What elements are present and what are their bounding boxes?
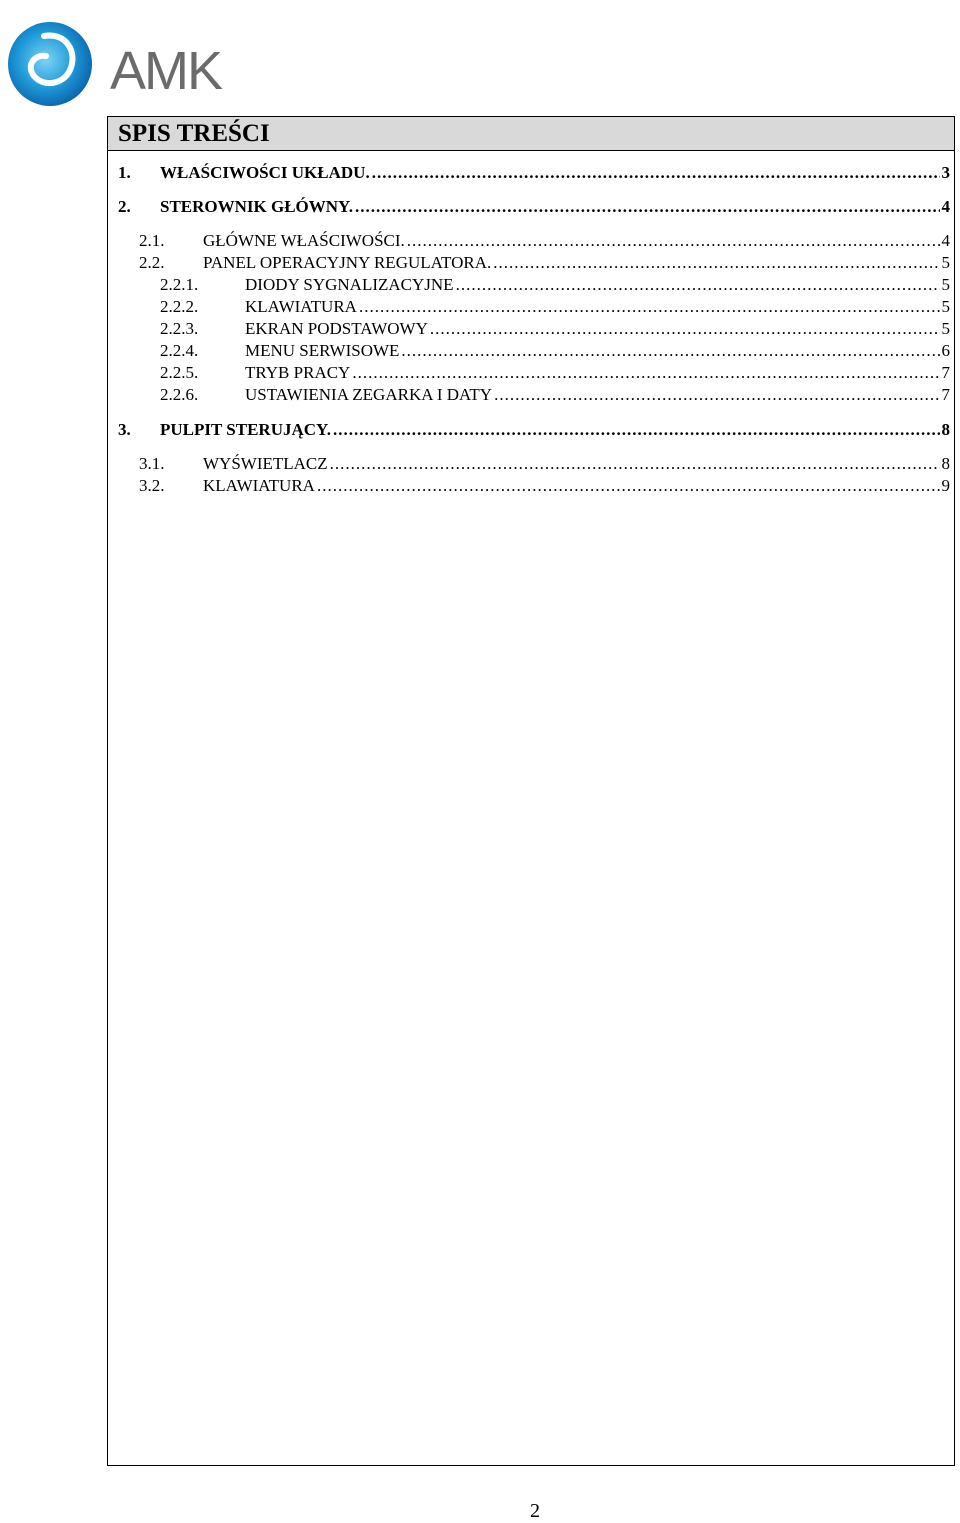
toc-entry-number: 2.2.6.: [160, 385, 199, 404]
logo-text: AMK: [110, 41, 222, 101]
toc-entry[interactable]: [108, 363, 950, 383]
toc-leader: [333, 420, 940, 440]
toc-entry-number: 2.: [118, 197, 131, 216]
toc-leader: [456, 275, 940, 295]
toc-entry-number: 3.1.: [139, 454, 165, 473]
toc-entry-title: MENU SERWISOWE: [245, 341, 400, 360]
table-of-contents: [107, 116, 955, 1466]
page-number: 2: [530, 1500, 540, 1522]
toc-entry[interactable]: [108, 385, 950, 405]
toc-entry-number: 2.2.3.: [160, 319, 199, 338]
toc-entry-title: KLAWIATURA: [203, 476, 315, 495]
toc-title: SPIS TREŚCI: [108, 117, 954, 151]
toc-entry[interactable]: [108, 454, 950, 474]
toc-leader: [355, 197, 939, 217]
toc-entry-number: 3.2.: [139, 476, 165, 495]
toc-entry[interactable]: [108, 163, 950, 183]
toc-entry-title: STEROWNIK GŁÓWNY.: [160, 197, 354, 216]
toc-entry-number: 2.2.2.: [160, 297, 199, 316]
toc-leader: [317, 476, 940, 496]
toc-entry-title: USTAWIENIA ZEGARKA I DATY: [245, 385, 493, 404]
toc-leader: [401, 341, 939, 361]
toc-entry-page: 9: [941, 476, 950, 495]
toc-leader: [352, 363, 939, 383]
toc-entry[interactable]: [108, 253, 950, 273]
toc-entry-page: 3: [941, 163, 950, 182]
toc-entry-title: WŁAŚCIWOŚCI UKŁADU.: [160, 163, 370, 182]
toc-entry-page: 5: [941, 253, 950, 272]
toc-entry-number: 2.1.: [139, 231, 165, 250]
toc-entry-page: 6: [941, 341, 950, 360]
amk-swirl-icon: [4, 14, 104, 114]
toc-entry-page: 5: [941, 275, 950, 294]
toc-entry[interactable]: [108, 197, 950, 217]
toc-entry-number: 2.2.: [139, 253, 165, 272]
toc-entry-title: PULPIT STERUJĄCY.: [160, 420, 331, 439]
toc-entry-page: 8: [941, 420, 950, 439]
toc-leader: [330, 454, 940, 474]
toc-leader: [359, 297, 940, 317]
toc-entry-page: 7: [941, 385, 950, 404]
toc-entry-page: 5: [941, 319, 950, 338]
toc-entry-title: KLAWIATURA: [245, 297, 357, 316]
toc-entry-page: 8: [941, 454, 950, 473]
toc-entry[interactable]: [108, 297, 950, 317]
toc-leader: [372, 163, 940, 183]
toc-leader: [407, 231, 940, 251]
toc-entry[interactable]: [108, 476, 950, 496]
toc-entry-number: 2.2.5.: [160, 363, 199, 382]
toc-entry-page: 7: [941, 363, 950, 382]
toc-entry[interactable]: [108, 319, 950, 339]
toc-entry-title: GŁÓWNE WŁAŚCIWOŚCI.: [203, 231, 405, 250]
toc-leader: [493, 253, 939, 273]
toc-entry-title: PANEL OPERACYJNY REGULATORA.: [203, 253, 492, 272]
toc-entry-title: TRYB PRACY: [245, 363, 351, 382]
toc-leader: [494, 385, 939, 405]
amk-logo: [0, 14, 230, 114]
toc-entry-number: 2.2.1.: [160, 275, 199, 294]
toc-leader: [430, 319, 940, 339]
toc-entry[interactable]: [108, 341, 950, 361]
toc-entry-page: 4: [941, 197, 950, 216]
toc-entry[interactable]: [108, 231, 950, 251]
toc-entry-page: 5: [941, 297, 950, 316]
toc-entry-number: 2.2.4.: [160, 341, 199, 360]
toc-entry[interactable]: [108, 420, 950, 440]
toc-entry-page: 4: [941, 231, 950, 250]
toc-entry[interactable]: [108, 275, 950, 295]
toc-entry-title: EKRAN PODSTAWOWY: [245, 319, 428, 338]
toc-entry-number: 3.: [118, 420, 131, 439]
toc-entry-title: WYŚWIETLACZ: [203, 454, 328, 473]
toc-entry-title: DIODY SYGNALIZACYJNE: [245, 275, 454, 294]
toc-entry-number: 1.: [118, 163, 131, 182]
